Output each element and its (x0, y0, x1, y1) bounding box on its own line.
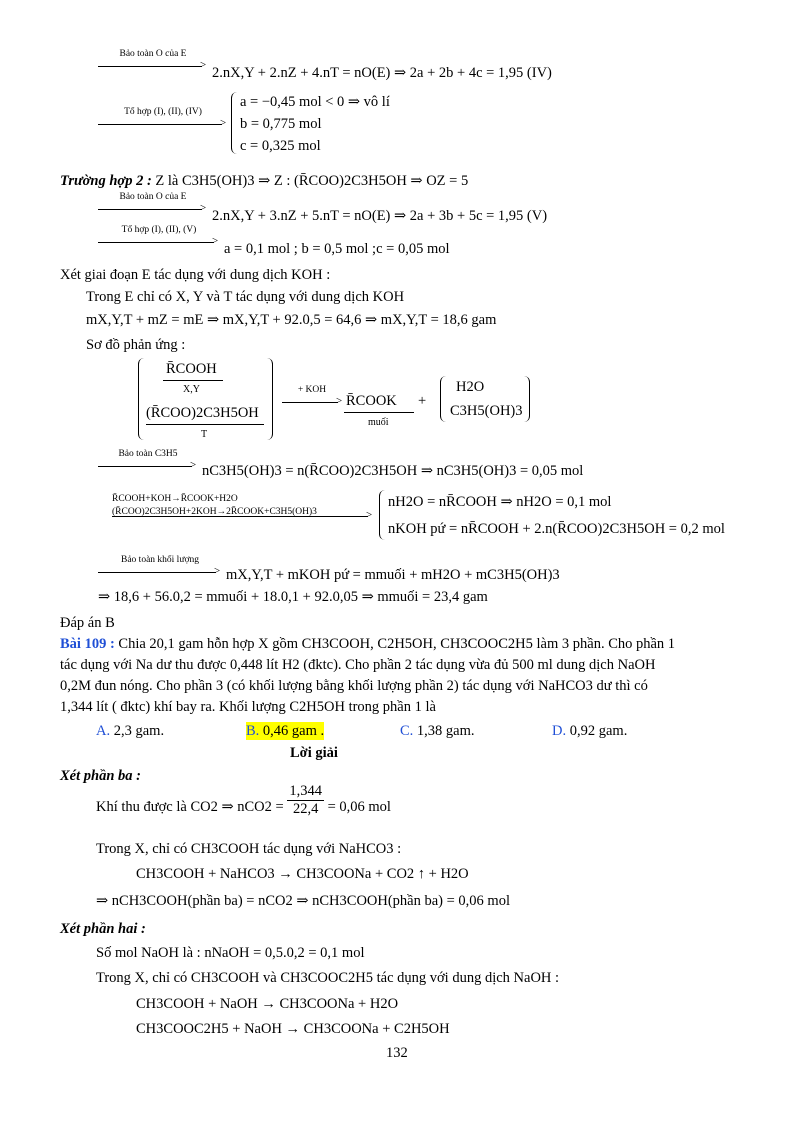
page-number: 132 (386, 1045, 408, 1061)
system-b: b = 0,775 mol (240, 116, 322, 132)
mass-balance: mX,Y,T + mKOH pứ = mmuối + mH2O + mC3H5(OH)3 (226, 567, 560, 583)
option-d-key: D. (552, 723, 567, 739)
system-a: a = −0,45 mol < 0 ⇒ vô lí (240, 94, 390, 110)
case-2-text: Z là C3H5(OH)3 ⇒ Z : (R̄COO)2C3H5OH ⇒ OZ = 5 (155, 173, 469, 189)
co2-result: = 0,06 mol (327, 798, 391, 815)
arrow-label: Bảo toàn khối lượng (121, 555, 199, 565)
arrow-label: Tổ hợp (I), (II), (IV) (124, 107, 202, 117)
option-a[interactable] (96, 722, 164, 740)
previous-answer: Đáp án B (60, 615, 115, 631)
scheme-muoi: muối (368, 417, 389, 428)
fraction-denominator: 22,4 (292, 801, 319, 817)
option-c-key: C. (400, 723, 414, 739)
equation-v: 2.nX,Y + 3.nZ + 5.nT = nO(E) ⇒ 2a + 3b + 5c = 1,95 (V) (212, 208, 548, 224)
arrow-label: Bảo toàn O của E (119, 192, 187, 202)
part-2-reaction-2: CH3COOC2H5 + NaOH → CH3COONa + C2H5OH (136, 1021, 450, 1037)
equation-iv: 2.nX,Y + 2.nZ + 4.nT = nO(E) ⇒ 2a + 2b + 4c = 1,95 (IV) (212, 65, 552, 81)
scheme-product-rbrace (522, 376, 530, 422)
part-2-line-2: Trong X, chỉ có CH3COOH và CH3COOC2H5 tác dụng với dung dịch NaOH : (96, 970, 560, 986)
scheme-rcooh: R̄COOH (166, 361, 217, 377)
equation-glycerol: nC3H5(OH)3 = n(R̄COO)2C3H5OH ⇒ nC3H5(OH)3 = 0,05 mol (202, 463, 584, 479)
scheme-h2o: H2O (456, 379, 485, 395)
question-line-3: 0,2M đun nóng. Cho phần 3 (có khối lượng bằng khối lượng phần 2) tác dụng với NaHCO3 dư thì có (60, 678, 648, 694)
moles-koh: nKOH pứ = nR̄COOH + 2.n(R̄COO)2C3H5OH = 0,2 mol (388, 521, 725, 537)
mass-result: ⇒ 18,6 + 56.0,2 = mmuối + 18.0,1 + 92.0,05 ⇒ mmuối = 23,4 gam (98, 589, 488, 605)
arrow-label: Bảo toàn C3H5 (118, 449, 178, 459)
stage-line-1: Trong E chỉ có X, Y và T tác dụng với dung dịch KOH (86, 289, 405, 305)
reaction-label-2: (R̄COO)2C3H5OH+2KOH→2R̄COOK+C3H5(OH)3 (112, 507, 317, 517)
option-c-text: 1,38 gam. (416, 723, 475, 739)
question-text-1: Chia 20,1 gam hỗn hợp X gồm CH3COOH, C2H5OH, CH3COOC2H5 làm 3 phần. Cho phần 1 (118, 636, 676, 652)
system-brace (231, 92, 238, 154)
moles-h2o: nH2O = nR̄COOH ⇒ nH2O = 0,1 mol (388, 494, 612, 510)
question-label: Bài 109 : (60, 636, 115, 652)
option-a-key: A. (96, 723, 111, 739)
arrow-label: + KOH (297, 385, 327, 395)
part-2-title: Xét phần hai : (60, 921, 146, 937)
reaction-label-1: R̄COOH+KOH→R̄COOK+H2O (112, 494, 238, 504)
stage-heading: Xét giai đoạn E tác dụng với dung dịch KOH : (60, 267, 331, 283)
scheme-rcook: R̄COOK (346, 393, 397, 409)
option-d[interactable] (552, 722, 627, 740)
scheme-plus: + (418, 393, 427, 409)
question-line-4: 1,344 lít ( đktc) khí bay ra. Khối lượng C2H5OH trong phần 1 là (60, 699, 436, 715)
arrow-label: Tổ hợp (I), (II), (V) (121, 225, 197, 235)
co2-text: Khí thu được là CO2 ⇒ nCO2 = (96, 798, 284, 815)
part-3-moles: ⇒ nCH3COOH(phần ba) = nCO2 ⇒ nCH3COOH(phần ba) = 0,06 mol (96, 893, 510, 909)
system-c: c = 0,325 mol (240, 138, 321, 154)
option-b-text: 0,46 gam . (262, 723, 325, 739)
moles-brace (379, 490, 386, 540)
scheme-t: T (201, 429, 208, 440)
part-2-line-1: Số mol NaOH là : nNaOH = 0,5.0,2 = 0,1 mol (96, 945, 365, 961)
option-b[interactable] (246, 722, 324, 740)
part-3-reaction: CH3COOH + NaHCO3 → CH3COONa + CO2 ↑ + H2O (136, 866, 469, 882)
co2-fraction (287, 783, 324, 818)
option-c[interactable] (400, 722, 475, 740)
fraction-numerator: 1,344 (289, 783, 322, 799)
option-d-text: 0,92 gam. (569, 723, 628, 739)
part-3-line-2: Trong X, chỉ có CH3COOH tác dụng với NaHCO3 : (96, 841, 402, 857)
scheme-glycerol: C3H5(OH)3 (450, 403, 523, 419)
arrow-label: Bảo toàn O của E (119, 49, 187, 59)
case-2-line (60, 172, 468, 190)
question-line-1 (60, 635, 675, 653)
part-3-line-1 (96, 783, 391, 818)
case-2-title: Trường hợp 2 : (60, 173, 152, 189)
part-2-reaction-1: CH3COOH + NaOH → CH3COONa + H2O (136, 996, 399, 1012)
part-3-title: Xét phần ba : (60, 768, 141, 784)
option-a-text: 2,3 gam. (113, 723, 165, 739)
question-line-2: tác dụng với Na dư thu được 0,448 lít H2 (đktc). Cho phần 2 tác dụng vừa đủ 500 ml dung dịch NaOH (60, 657, 656, 673)
solution-abc: a = 0,1 mol ; b = 0,5 mol ;c = 0,05 mol (224, 241, 450, 257)
scheme-heading: Sơ đồ phản ứng : (86, 337, 186, 353)
scheme-ester: (R̄COO)2C3H5OH (146, 405, 259, 421)
scheme-right-brace (264, 358, 273, 440)
scheme-xy: X,Y (183, 384, 200, 395)
scheme-left-brace (138, 358, 147, 440)
scheme-product-brace (440, 376, 448, 422)
solution-heading: Lời giải (290, 745, 338, 761)
stage-line-2: mX,Y,T + mZ = mE ⇒ mX,Y,T + 92.0,5 = 64,6 ⇒ mX,Y,T = 18,6 gam (86, 312, 497, 328)
option-b-key: B. (246, 723, 260, 739)
